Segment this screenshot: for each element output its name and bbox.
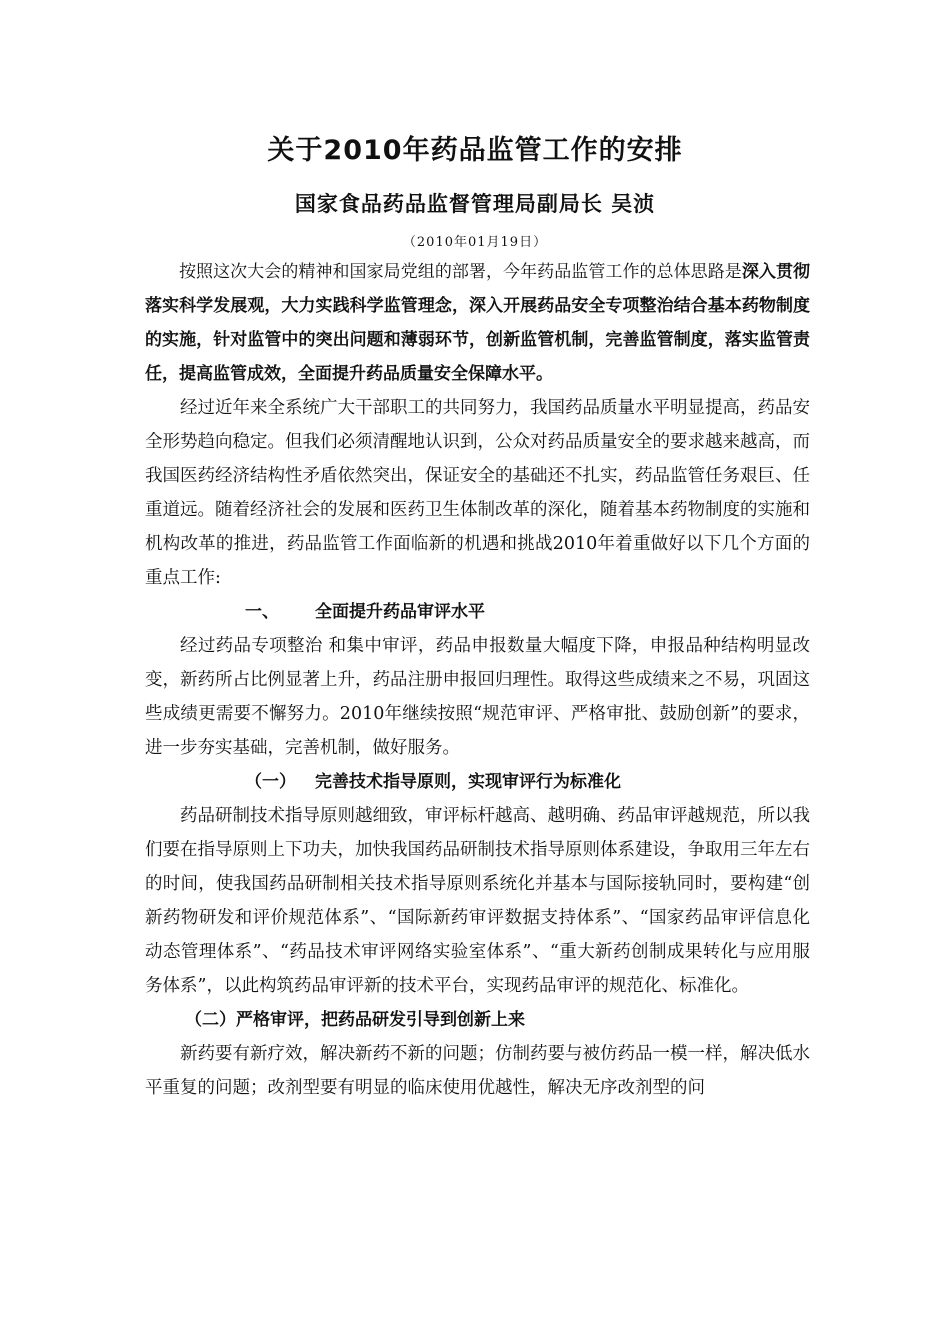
subsection-heading-1 <box>145 765 810 799</box>
document-date: （2010年01月19日） <box>402 235 548 250</box>
subsection-1-paragraph: 药品研制技术指导原则越细致，审评标杆越高、越明确、药品审评越规范，所以我们要在指导原则上下功夫，加快我国药品研制技术指导原则体系建设，争取用三年左右的时间，使我国药品研制相关技术指导原则系统化并基本与国际接轨同时，要构建“创新药物研发和评价规范体系”、“国际新药审评数据支持体系”、“国家药品审评信息化动态管理体系”、“药品技术审评网络实验室体系”、“重大新药创制成果转化与应用服务体系”，以此构筑药品审评新的技术平台，实现药品审评的规范化、标准化。 <box>145 806 810 996</box>
intro-emphasis-text: 深入贯彻落实科学发展观，大力实践科学监管理念，深入开展药品安全专项整治结合基本药物制度的实施，针对监管中的突出问题和薄弱环节，创新监管机制，完善监管制度，落实监管责任，提高监管成效，全面提升药品质量安全保障水平。 <box>145 262 811 384</box>
section-heading-1 <box>145 595 810 629</box>
subsection-2-paragraph: 新药要有新疗效，解决新药不新的问题；仿制药要与被仿药品一模一样，解决低水平重复的问题；改剂型要有明显的临床使用优越性，解决无序改剂型的问 <box>145 1044 810 1098</box>
subsection-heading-text: 完善技术指导原则，实现审评行为标准化 <box>315 772 621 792</box>
section-1-paragraph: 经过药品专项整治 和集中审评，药品申报数量大幅度下降，申报品种结构明显改变，新药所占比例显著上升，药品注册申报回归理性。取得这些成绩来之不易，巩固这些成绩更需要不懈努力。2010年继续按照“规范审评、严格审批、鼓励创新”的要求，进一步夯实基础，完善机制，做好服务。 <box>145 636 810 758</box>
author-line: 国家食品药品监督管理局副局长 吴浈 <box>294 191 656 216</box>
subsection-heading-2: （二）严格审评，把药品研发引导到创新上来 <box>185 1010 525 1030</box>
section-number: 一、 <box>245 602 279 622</box>
document-body <box>145 255 810 1105</box>
document-title: 关于2010年药品监管工作的安排 <box>267 135 683 166</box>
section-heading-text: 全面提升药品审评水平 <box>315 602 485 622</box>
intro-lead-text: 按照这次大会的精神和国家局党组的部署，今年药品监管工作的总体思路是 <box>179 262 742 282</box>
subsection-number: （一） <box>245 772 296 792</box>
situation-paragraph: 经过近年来全系统广大干部职工的共同努力，我国药品质量水平明显提高，药品安全形势趋向稳定。但我们必须清醒地认识到，公众对药品质量安全的要求越来越高，而我国医药经济结构性矛盾依然突出，保证安全的基础还不扎实，药品监管任务艰巨、任重道远。随着经济社会的发展和医药卫生体制改革的深化，随着基本药物制度的实施和机构改革的推进，药品监管工作面临新的机遇和挑战2010年着重做好以下几个方面的重点工作: <box>145 398 810 588</box>
intro-paragraph <box>145 255 810 391</box>
